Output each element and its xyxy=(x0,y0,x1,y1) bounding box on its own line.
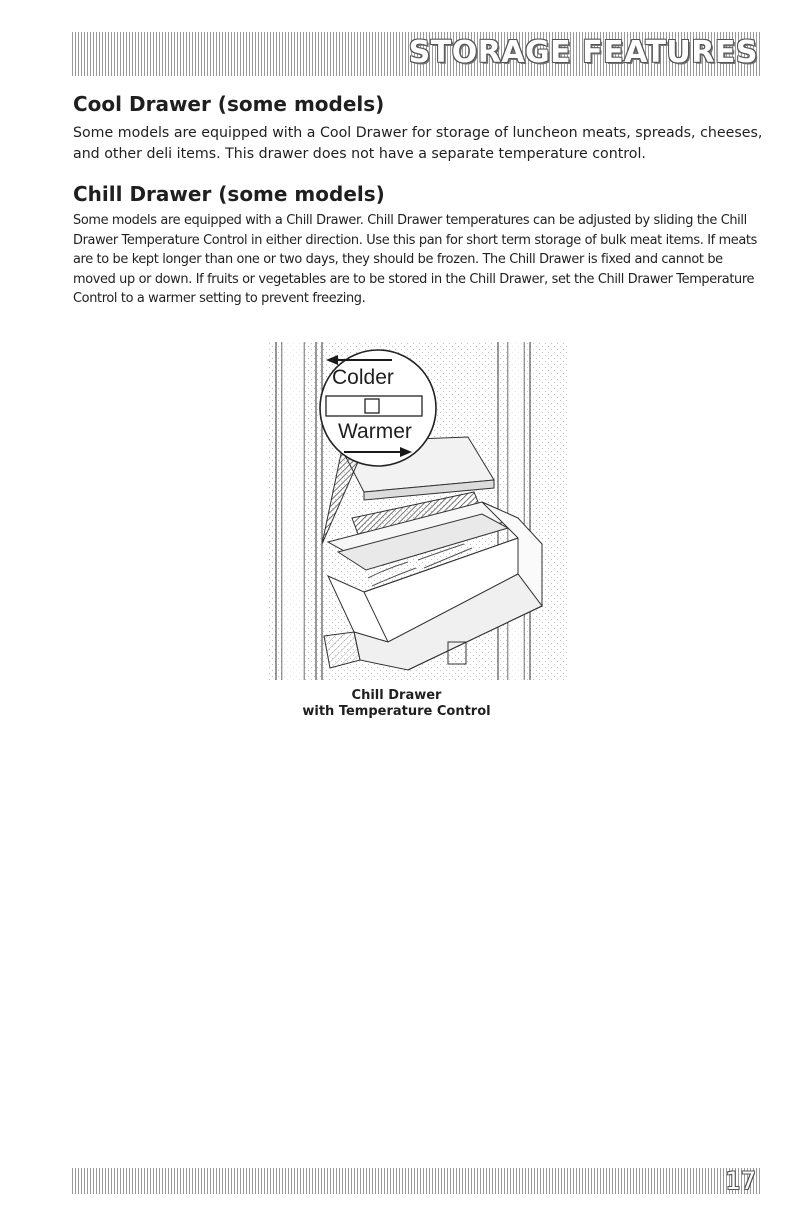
colder-label: Colder xyxy=(332,366,394,389)
header-band xyxy=(72,32,760,76)
drawer-drawing xyxy=(268,342,568,680)
page-title: STORAGE FEATURES xyxy=(408,35,758,70)
chill-drawer-heading: Chill Drawer (some models) xyxy=(73,182,385,206)
page-number: 17 xyxy=(725,1167,756,1195)
warmer-label: Warmer xyxy=(338,420,412,443)
chill-drawer-illustration xyxy=(268,342,568,680)
cool-drawer-body: Some models are equipped with a Cool Drawer for storage of luncheon meats, spreads, cheeses, and other deli items. This drawer does not have a separate temperature control. xyxy=(73,125,763,162)
footer-band xyxy=(72,1168,760,1194)
cool-drawer-heading: Cool Drawer (some models) xyxy=(73,92,385,116)
figure-caption-line2: with Temperature Control xyxy=(302,704,491,719)
chill-drawer-body: Some models are equipped with a Chill Drawer. Chill Drawer temperatures can be adjusted by sliding the Chill Drawer Temperature Control in either direction. Use this pan for short term storage of bulk meat items. If meats are to be kept longer than one or two days, they should be frozen. The Chill Drawer is fixed and cannot be moved up or down. If fruits or vegetables are to be stored in the Chill Drawer, set the Chill Drawer Temperature Control to a warmer setting to prevent freezing. xyxy=(73,213,758,306)
temperature-slider xyxy=(326,396,422,416)
figure-caption-line1: Chill Drawer xyxy=(351,688,442,703)
